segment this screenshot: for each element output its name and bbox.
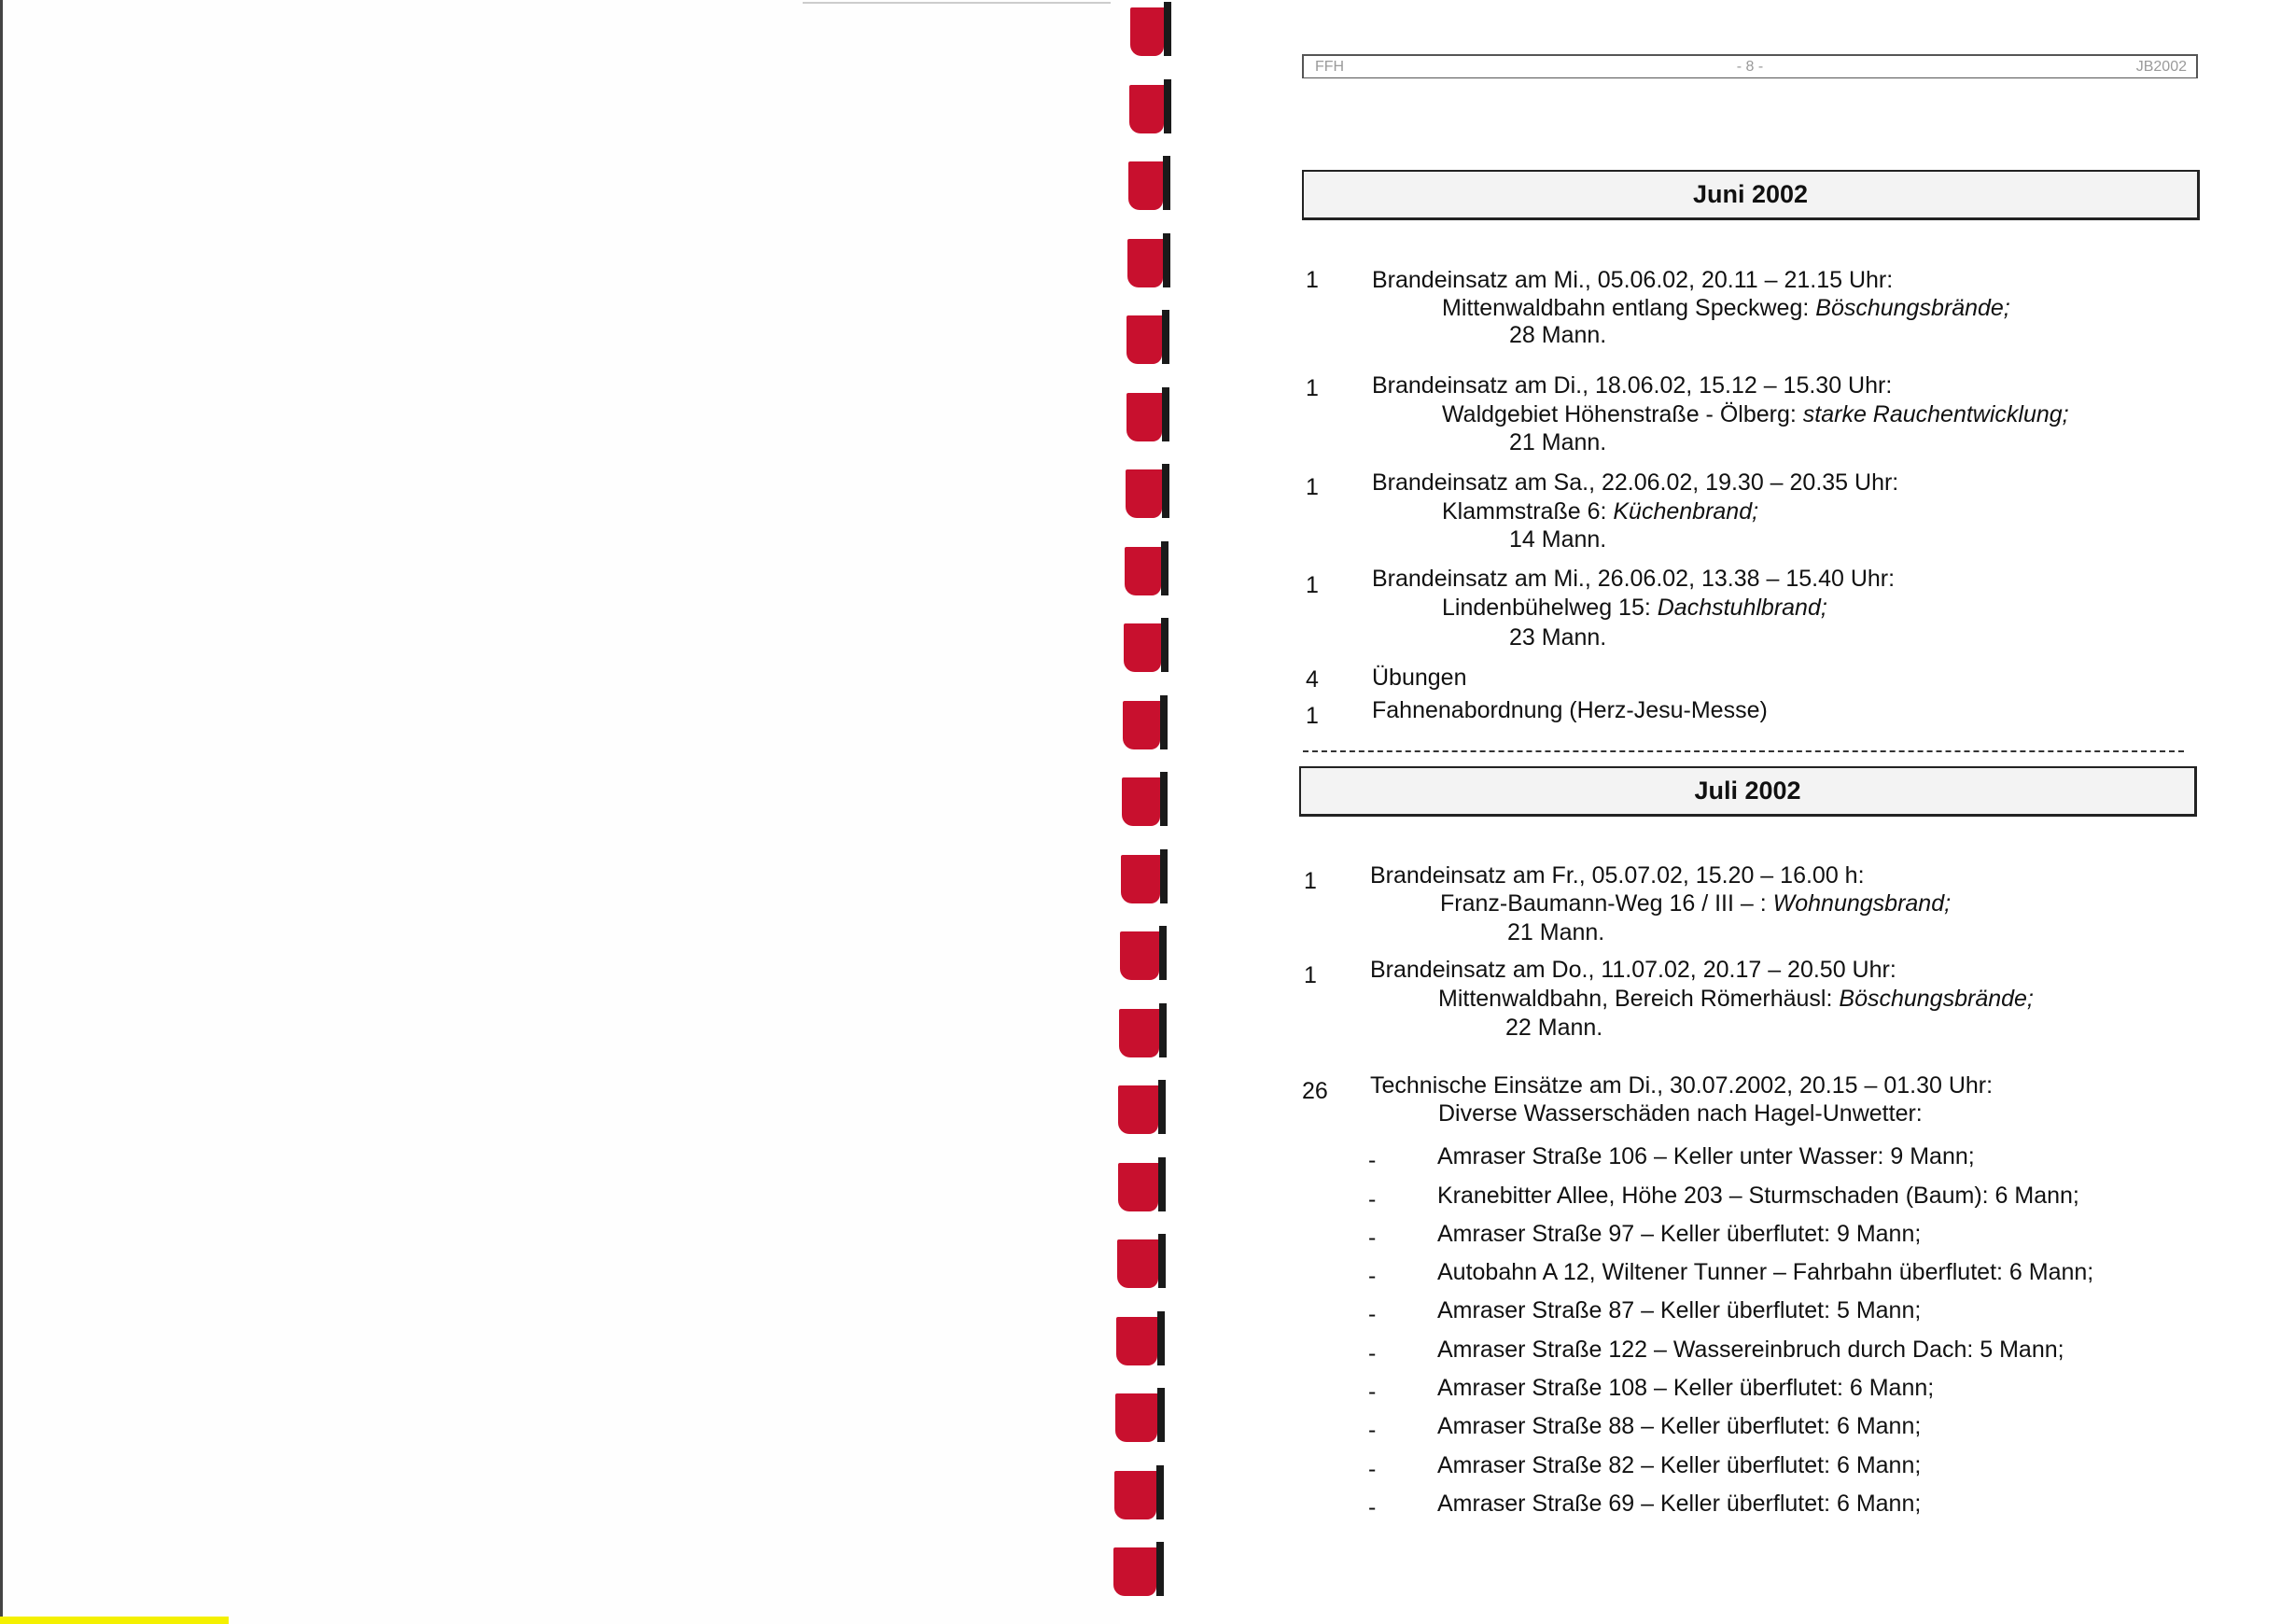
list-item: Amraser Straße 69 – Keller überflutet: 6 Mann; xyxy=(1437,1491,1922,1517)
section-divider xyxy=(1303,750,2184,752)
page-header xyxy=(1302,54,2198,78)
binding-ring xyxy=(1122,777,1160,826)
ring-red xyxy=(1113,1547,1156,1596)
entry-count: 1 xyxy=(1304,962,1317,988)
ring-shadow xyxy=(1157,1311,1165,1365)
entry-crew: 23 Mann. xyxy=(1509,624,1607,651)
header-left: FFH xyxy=(1315,59,1345,75)
list-item: Amraser Straße 82 – Keller überflutet: 6 Mann; xyxy=(1437,1452,1922,1478)
entry-place xyxy=(1438,985,2034,1013)
entry-place-text: Klammstraße 6: xyxy=(1442,498,1614,525)
entry-place-text: Mittenwaldbahn entlang Speckweg: xyxy=(1442,295,1816,321)
list-item: Amraser Straße 97 – Keller überflutet: 9 Mann; xyxy=(1437,1221,1922,1247)
binding-ring xyxy=(1127,239,1163,287)
month-heading-july xyxy=(1299,766,2197,817)
month-title: Juni 2002 xyxy=(1692,180,1809,208)
ring-shadow xyxy=(1158,1234,1166,1288)
entry-subline: Diverse Wasserschäden nach Hagel-Unwetter: xyxy=(1438,1100,1923,1127)
entry-place xyxy=(1442,400,2069,428)
list-item-dash: - xyxy=(1368,1456,1377,1482)
ring-shadow xyxy=(1161,541,1168,595)
ring-shadow xyxy=(1162,387,1169,441)
binding-ring xyxy=(1128,161,1163,210)
list-item: Autobahn A 12, Wiltener Tunner – Fahrbahn überflutet: 6 Mann; xyxy=(1437,1259,2094,1285)
ring-red xyxy=(1119,1009,1159,1057)
list-item: Kranebitter Allee, Höhe 203 – Sturmschaden (Baum): 6 Mann; xyxy=(1437,1183,2079,1209)
ring-red xyxy=(1114,1471,1157,1519)
ring-red xyxy=(1118,1085,1158,1134)
entry-crew: 22 Mann. xyxy=(1505,1015,1603,1041)
ring-red xyxy=(1127,315,1162,364)
entry-line: Brandeinsatz am Mi., 05.06.02, 20.11 – 21.15 Uhr: xyxy=(1372,267,1894,293)
binding-ring xyxy=(1119,1009,1159,1057)
entry-line: Brandeinsatz am Mi., 26.06.02, 13.38 – 15.40 Uhr: xyxy=(1372,566,1896,592)
list-item: Amraser Straße 122 – Wassereinbruch durch Dach: 5 Mann; xyxy=(1437,1337,2064,1363)
ring-red xyxy=(1120,931,1159,980)
ring-shadow xyxy=(1160,849,1168,903)
binding-ring xyxy=(1118,1085,1158,1134)
month-heading-june xyxy=(1302,170,2200,220)
entry-count: 1 xyxy=(1306,474,1319,500)
binding-ring xyxy=(1124,623,1161,672)
entry-type: Böschungsbrände; xyxy=(1839,986,2034,1012)
ring-red xyxy=(1129,85,1164,133)
list-item: Amraser Straße 106 – Keller unter Wasser: 9 Mann; xyxy=(1437,1143,1975,1169)
entry-line: Brandeinsatz am Fr., 05.07.02, 15.20 – 16.00 h: xyxy=(1370,862,1865,889)
ring-shadow xyxy=(1157,1388,1165,1442)
list-item-dash: - xyxy=(1368,1379,1377,1405)
ring-shadow xyxy=(1159,1003,1167,1057)
list-item-dash: - xyxy=(1368,1263,1377,1289)
entry-crew: 21 Mann. xyxy=(1509,429,1607,455)
binding-ring xyxy=(1114,1471,1157,1519)
ring-red xyxy=(1121,855,1160,903)
entry-type: Wohnungsbrand; xyxy=(1772,890,1952,917)
ring-shadow xyxy=(1156,1465,1164,1519)
page-number: - 8 - xyxy=(1736,59,1764,75)
ring-shadow xyxy=(1161,618,1168,672)
ring-red xyxy=(1118,1163,1159,1211)
ring-red xyxy=(1124,623,1161,672)
binding-ring xyxy=(1125,547,1162,595)
ring-red xyxy=(1117,1239,1158,1288)
ring-red xyxy=(1116,1317,1158,1365)
entry-place xyxy=(1442,497,1758,525)
ring-shadow xyxy=(1163,233,1170,287)
binding-ring xyxy=(1117,1239,1158,1288)
list-item-dash: - xyxy=(1368,1417,1377,1443)
entry-count: 1 xyxy=(1306,703,1319,729)
ring-red xyxy=(1125,547,1162,595)
binding-ring xyxy=(1121,855,1160,903)
entry-place xyxy=(1442,594,1827,622)
entry-place-text: Franz-Baumann-Weg 16 / III – : xyxy=(1440,890,1773,917)
list-item: Amraser Straße 108 – Keller überflutet: 6 Mann; xyxy=(1437,1375,1935,1401)
binding-ring xyxy=(1120,931,1159,980)
yellow-marker-strip xyxy=(0,1617,229,1624)
entry-type: Dachstuhlbrand; xyxy=(1657,595,1827,621)
ring-red xyxy=(1115,1393,1157,1442)
header-right: JB2002 xyxy=(2135,59,2187,75)
ring-shadow xyxy=(1164,79,1171,133)
ring-shadow xyxy=(1162,464,1169,518)
binding-ring xyxy=(1118,1163,1159,1211)
entry-count: 26 xyxy=(1302,1078,1328,1104)
ring-shadow xyxy=(1159,926,1167,980)
ring-shadow xyxy=(1162,310,1169,364)
list-item-dash: - xyxy=(1368,1186,1377,1212)
page-top-edge xyxy=(803,2,1111,4)
entry-place xyxy=(1442,294,2010,322)
ring-red xyxy=(1122,777,1160,826)
list-item: Amraser Straße 87 – Keller überflutet: 5 Mann; xyxy=(1437,1297,1922,1323)
ring-shadow xyxy=(1158,1080,1166,1134)
binding-ring xyxy=(1123,701,1161,749)
entry-line: Fahnenabordnung (Herz-Jesu-Messe) xyxy=(1372,697,1768,723)
left-blank-page xyxy=(0,0,1120,1624)
binding-ring xyxy=(1115,1393,1157,1442)
entry-line: Brandeinsatz am Di., 18.06.02, 15.12 – 15.30 Uhr: xyxy=(1372,372,1893,399)
ring-red xyxy=(1130,7,1164,56)
list-item-dash: - xyxy=(1368,1225,1377,1251)
entry-place xyxy=(1440,889,1951,917)
entry-line: Übungen xyxy=(1372,665,1467,691)
entry-place-text: Waldgebiet Höhenstraße - Ölberg: xyxy=(1442,401,1803,427)
entry-type: Küchenbrand; xyxy=(1613,498,1759,525)
binding-ring xyxy=(1130,7,1164,56)
binding-ring xyxy=(1116,1317,1158,1365)
list-item-dash: - xyxy=(1368,1340,1377,1366)
ring-shadow xyxy=(1164,2,1171,56)
ring-shadow xyxy=(1158,1157,1166,1211)
entry-line: Brandeinsatz am Sa., 22.06.02, 19.30 – 20.35 Uhr: xyxy=(1372,469,1899,496)
entry-count: 1 xyxy=(1306,267,1319,293)
ring-shadow xyxy=(1160,695,1168,749)
entry-count: 4 xyxy=(1306,666,1319,693)
entry-place-text: Mittenwaldbahn, Bereich Römerhäusl: xyxy=(1438,986,1840,1012)
ring-red xyxy=(1127,393,1163,441)
binding-ring xyxy=(1129,85,1164,133)
entry-type: starke Rauchentwicklung; xyxy=(1802,401,2069,427)
ring-red xyxy=(1128,161,1163,210)
ring-shadow xyxy=(1156,1542,1164,1596)
entry-count: 1 xyxy=(1304,868,1317,894)
entry-crew: 21 Mann. xyxy=(1507,919,1605,945)
list-item-dash: - xyxy=(1368,1147,1377,1173)
entry-crew: 14 Mann. xyxy=(1509,526,1607,553)
binding-ring xyxy=(1113,1547,1156,1596)
ring-red xyxy=(1126,469,1162,518)
left-page-edge xyxy=(0,0,3,1624)
binding-ring xyxy=(1127,315,1162,364)
month-title: Juli 2002 xyxy=(1694,777,1801,805)
entry-line: Brandeinsatz am Do., 11.07.02, 20.17 – 20.50 Uhr: xyxy=(1370,957,1896,983)
entry-count: 1 xyxy=(1306,375,1319,401)
binding-ring xyxy=(1127,393,1163,441)
ring-shadow xyxy=(1160,772,1168,826)
entry-line: Technische Einsätze am Di., 30.07.2002, 20.15 – 01.30 Uhr: xyxy=(1370,1072,1994,1099)
entry-place-text: Lindenbühelweg 15: xyxy=(1442,595,1658,621)
entry-type: Böschungsbrände; xyxy=(1815,295,2010,321)
comb-binding xyxy=(1106,0,1190,1624)
binding-ring xyxy=(1126,469,1162,518)
ring-red xyxy=(1123,701,1161,749)
entry-crew: 28 Mann. xyxy=(1509,322,1607,348)
list-item-dash: - xyxy=(1368,1301,1377,1327)
list-item-dash: - xyxy=(1368,1494,1377,1520)
ring-shadow xyxy=(1163,156,1170,210)
list-item: Amraser Straße 88 – Keller überflutet: 6 Mann; xyxy=(1437,1413,1922,1439)
ring-red xyxy=(1127,239,1163,287)
entry-count: 1 xyxy=(1306,572,1319,598)
